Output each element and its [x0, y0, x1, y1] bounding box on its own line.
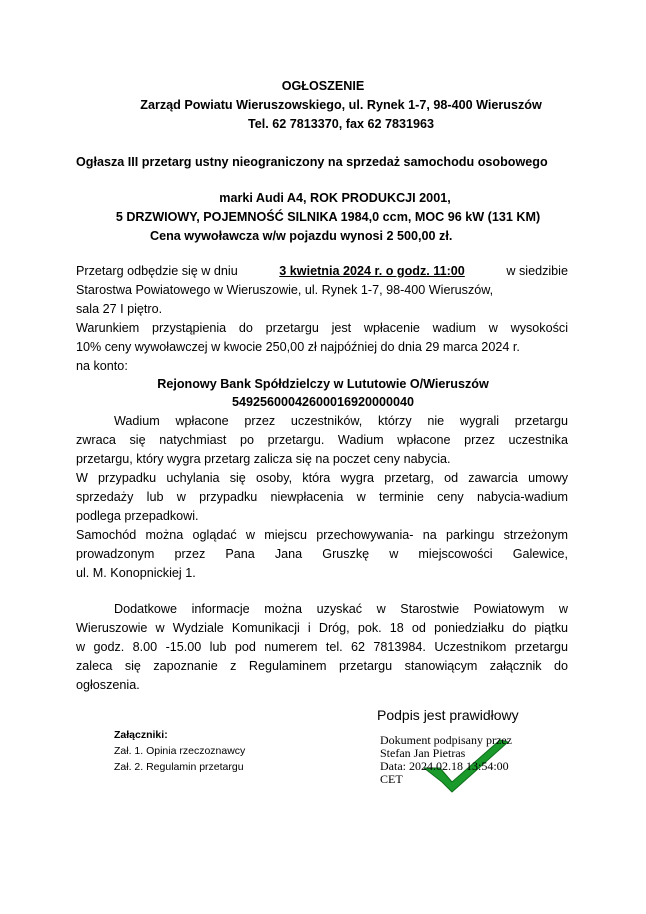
- viewing-line3: ul. M. Konopnickiej 1.: [76, 566, 196, 580]
- auction-location: Starostwa Powiatowego w Wieruszowie, ul. Rynek 1-7, 98-400 Wieruszów,: [76, 283, 494, 297]
- auction-date-prefix: Przetarg odbędzie się w dniu: [76, 264, 238, 278]
- account-label: na konto:: [76, 359, 128, 373]
- signature-block: [370, 726, 550, 798]
- header-phone: Tel. 62 7813370, fax 62 7831963: [247, 117, 435, 131]
- attachments-heading: Załączniki:: [114, 729, 168, 741]
- auction-date: 3 kwietnia 2024 r. o godz. 11:00: [279, 264, 465, 278]
- bank-name: Rejonowy Bank Spółdzielczy w Lututowie O/Wieruszów: [157, 377, 489, 391]
- deposit-condition: Warunkiem przystąpienia do przetargu jest wpłacenie wadium w wysokości: [76, 321, 568, 335]
- signature-date: Data: 2024.02.18 13:54:00: [380, 759, 509, 773]
- viewing-line2: prowadzonym przez Pana Jana Gruszkę w miejscowości Galewice,: [76, 547, 568, 561]
- vehicle-make: marki Audi A4, ROK PRODUKCJI 2001,: [219, 191, 451, 205]
- signature-details: [380, 734, 512, 786]
- attachment-item: Zał. 1. Opinia rzeczoznawcy: [114, 745, 246, 757]
- auction-date-suffix: w siedzibie: [506, 264, 568, 278]
- attachment-item: Zał. 2. Regulamin przetargu: [114, 761, 244, 773]
- forfeit-line3: podlega przepadkowi.: [76, 509, 199, 523]
- viewing-line1: Samochód można oglądać w miejscu przechowywania- na parkingu strzeżonym: [76, 528, 568, 542]
- starting-price: Cena wywoławcza w/w pojazdu wynosi 2 500,00 zł.: [150, 229, 453, 243]
- signature-line: Dokument podpisany przez: [380, 733, 512, 747]
- signature-status: Podpis jest prawidłowy: [377, 707, 519, 723]
- info-line4: zaleca się zapoznanie z Regulaminem przetargu stanowiącym załącznik do: [76, 659, 568, 673]
- info-line1: Dodatkowe informacje można uzyskać w Starostwie Powiatowym w: [114, 602, 568, 616]
- deposit-return-line2: zwraca się natychmiast po przetargu. Wadium wpłacone przez uczestnika: [76, 433, 568, 447]
- auction-room: sala 27 I piętro.: [76, 302, 163, 316]
- forfeit-line2: sprzedaży lub w przypadku niewpłacenia w terminie ceny nabycia-wadium: [76, 490, 568, 504]
- info-line2: Wieruszowie w Wydziale Komunikacji i Dróg, pok. 18 od poniedziałku do piątku: [76, 621, 568, 635]
- signature-timezone: CET: [380, 772, 403, 786]
- header-address: Zarząd Powiatu Wieruszowskiego, ul. Rynek 1-7, 98-400 Wieruszów: [140, 98, 542, 112]
- bank-account-number: 54925600042600016920000040: [231, 395, 415, 409]
- vehicle-specs: 5 DRZWIOWY, POJEMNOŚĆ SILNIKA 1984,0 ccm, MOC 96 kW (131 KM): [115, 210, 541, 224]
- auction-intro: Ogłasza III przetarg ustny nieograniczony na sprzedaż samochodu osobowego: [76, 155, 548, 169]
- deposit-amount: 10% ceny wywoławczej w kwocie 250,00 zł najpóźniej do dnia 29 marca 2024 r.: [76, 340, 520, 354]
- info-line3: w godz. 8.00 -15.00 lub pod numerem tel. 62 7813984. Uczestnikom przetargu: [76, 640, 568, 654]
- info-line5: ogłoszenia.: [76, 678, 140, 692]
- forfeit-line1: W przypadku uchylania się osoby, która wygra przetarg, od zawarcia umowy: [76, 471, 568, 485]
- signer-name: Stefan Jan Pietras: [380, 746, 466, 760]
- deposit-return-line1: Wadium wpłacone przez uczestników, którzy nie wygrali przetargu: [114, 414, 568, 428]
- deposit-return-line3: przetargu, który wygra przetarg zalicza się na poczet ceny nabycia.: [76, 452, 451, 466]
- auction-date-line: [76, 262, 568, 281]
- document-title: OGŁOSZENIE: [281, 79, 365, 93]
